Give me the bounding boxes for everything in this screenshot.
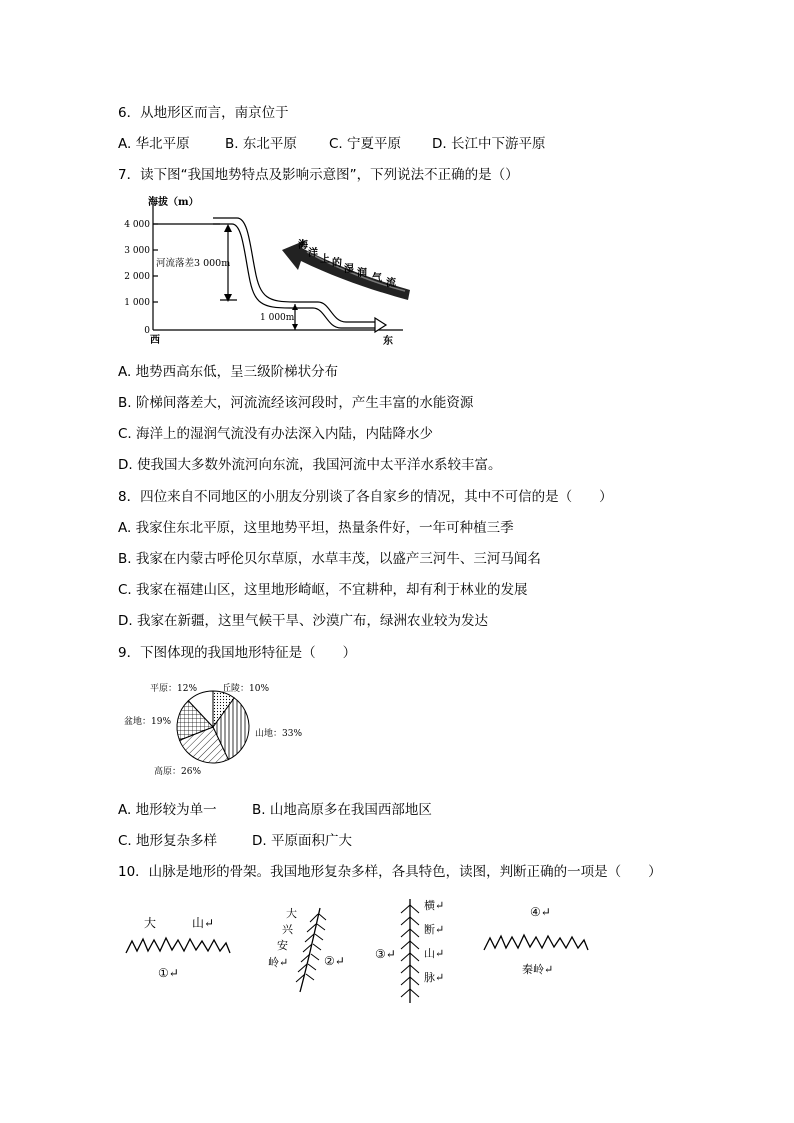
fig3-char: 断↵ <box>424 923 445 936</box>
pie-label-plain: 平原：12% <box>150 684 198 694</box>
q7-option-b: B. 阶梯间落差大，河流流经该河段时，产生丰富的水能资源 <box>118 395 474 411</box>
fig4-number: ④↵ <box>530 905 551 919</box>
mountain-figure-4 <box>482 900 592 980</box>
landform-pie-chart <box>120 674 320 786</box>
q7-stem: 7．读下图“我国地势特点及影响示意图”，下列说法不正确的是（） <box>118 167 519 183</box>
fig3-char: 脉↵ <box>424 971 445 984</box>
drop-big-label: 河流落差3 000m <box>156 258 231 269</box>
q6-option-c: C. 宁夏平原 <box>329 136 402 152</box>
q6-stem: 6．从地形区而言，南京位于 <box>118 105 289 121</box>
y-tick: 1 000 <box>124 298 150 308</box>
airflow-char: 海 <box>298 240 308 251</box>
q8-option-c: C. 我家在福建山区，这里地形崎岖，不宜耕种，却有利于林业的发展 <box>118 582 528 598</box>
terrain-profile-figure <box>120 190 420 350</box>
fig2-char: 安 <box>277 939 288 952</box>
drop-small-label: 1 000m <box>260 313 295 323</box>
y-tick: 4 000 <box>124 220 150 230</box>
q9-option-b: B. 山地高原多在我国西部地区 <box>252 802 432 818</box>
fig2-number: ②↵ <box>324 954 345 968</box>
q8-option-d: D. 我家在新疆，这里气候干旱、沙漠广布，绿洲农业较为发达 <box>118 613 488 629</box>
airflow-char: 上 <box>320 254 330 265</box>
fig3-number: ③↵ <box>375 947 396 961</box>
fig2-char: 大 <box>286 907 297 920</box>
q7-option-c: C. 海洋上的湿润气流没有办法深入内陆，内陆降水少 <box>118 426 434 442</box>
airflow-char: 的 <box>332 258 342 269</box>
airflow-char: 洋 <box>308 248 318 259</box>
q7-option-d: D. 使我国大多数外流河向东流，我国河流中太平洋水系较丰富。 <box>118 457 502 473</box>
q8-option-b: B. 我家在内蒙古呼伦贝尔草原，水草丰茂，以盛产三河牛、三河马闻名 <box>118 551 541 567</box>
pie-label-plateau: 高原：26% <box>154 767 202 777</box>
airflow-char: 润 <box>357 268 367 279</box>
q9-stem: 9．下图体现的我国地形特征是（ ） <box>118 645 357 661</box>
airflow-char: 湿 <box>344 264 354 275</box>
q6-option-a: A. 华北平原 <box>118 136 190 152</box>
q8-option-a: A. 我家住东北平原，这里地势平坦，热量条件好，一年可种植三季 <box>118 520 514 536</box>
airflow-char: 流 <box>386 278 396 289</box>
mountain-figure-2 <box>262 900 362 1000</box>
q8-stem: 8．四位来自不同地区的小朋友分别谈了各自家乡的情况，其中不可信的是（ ） <box>118 489 613 505</box>
east-label: 东 <box>383 336 393 347</box>
pie-label-hill: 丘陵：10% <box>222 684 270 694</box>
q10-stem: 10．山脉是地形的骨架。我国地形复杂多样，各具特色，读图，判断正确的一项是（ ） <box>118 864 662 880</box>
y-tick: 3 000 <box>124 246 150 256</box>
fig1-char: 山↵ <box>192 916 215 930</box>
q6-option-b: B. 东北平原 <box>225 136 297 152</box>
fig2-char: 兴 <box>282 923 293 936</box>
q9-option-c: C. 地形复杂多样 <box>118 833 218 849</box>
mountain-figure-1 <box>124 905 234 985</box>
fig1-char: 大 <box>144 916 157 930</box>
airflow-char: 气 <box>372 273 382 284</box>
pie-label-basin: 盆地：19% <box>124 717 172 727</box>
y-tick: 0 <box>144 326 150 336</box>
q9-option-d: D. 平原面积广大 <box>252 833 352 849</box>
mountain-figure-3 <box>370 895 465 1007</box>
fig4-char: 秦岭↵ <box>522 963 554 976</box>
fig1-number: ①↵ <box>158 966 179 980</box>
y-tick: 2 000 <box>124 272 150 282</box>
q6-option-d: D. 长江中下游平原 <box>432 136 546 152</box>
q7-option-a: A. 地势西高东低，呈三级阶梯状分布 <box>118 364 339 380</box>
fig3-char: 横↵ <box>424 899 445 912</box>
pie-label-mountain: 山地：33% <box>255 729 303 739</box>
west-label: 西 <box>150 335 160 346</box>
fig3-char: 山↵ <box>424 947 445 960</box>
y-axis-label: 海拔（m） <box>148 197 199 208</box>
q9-option-a: A. 地形较为单一 <box>118 802 217 818</box>
fig2-char: 岭↵ <box>268 956 289 969</box>
